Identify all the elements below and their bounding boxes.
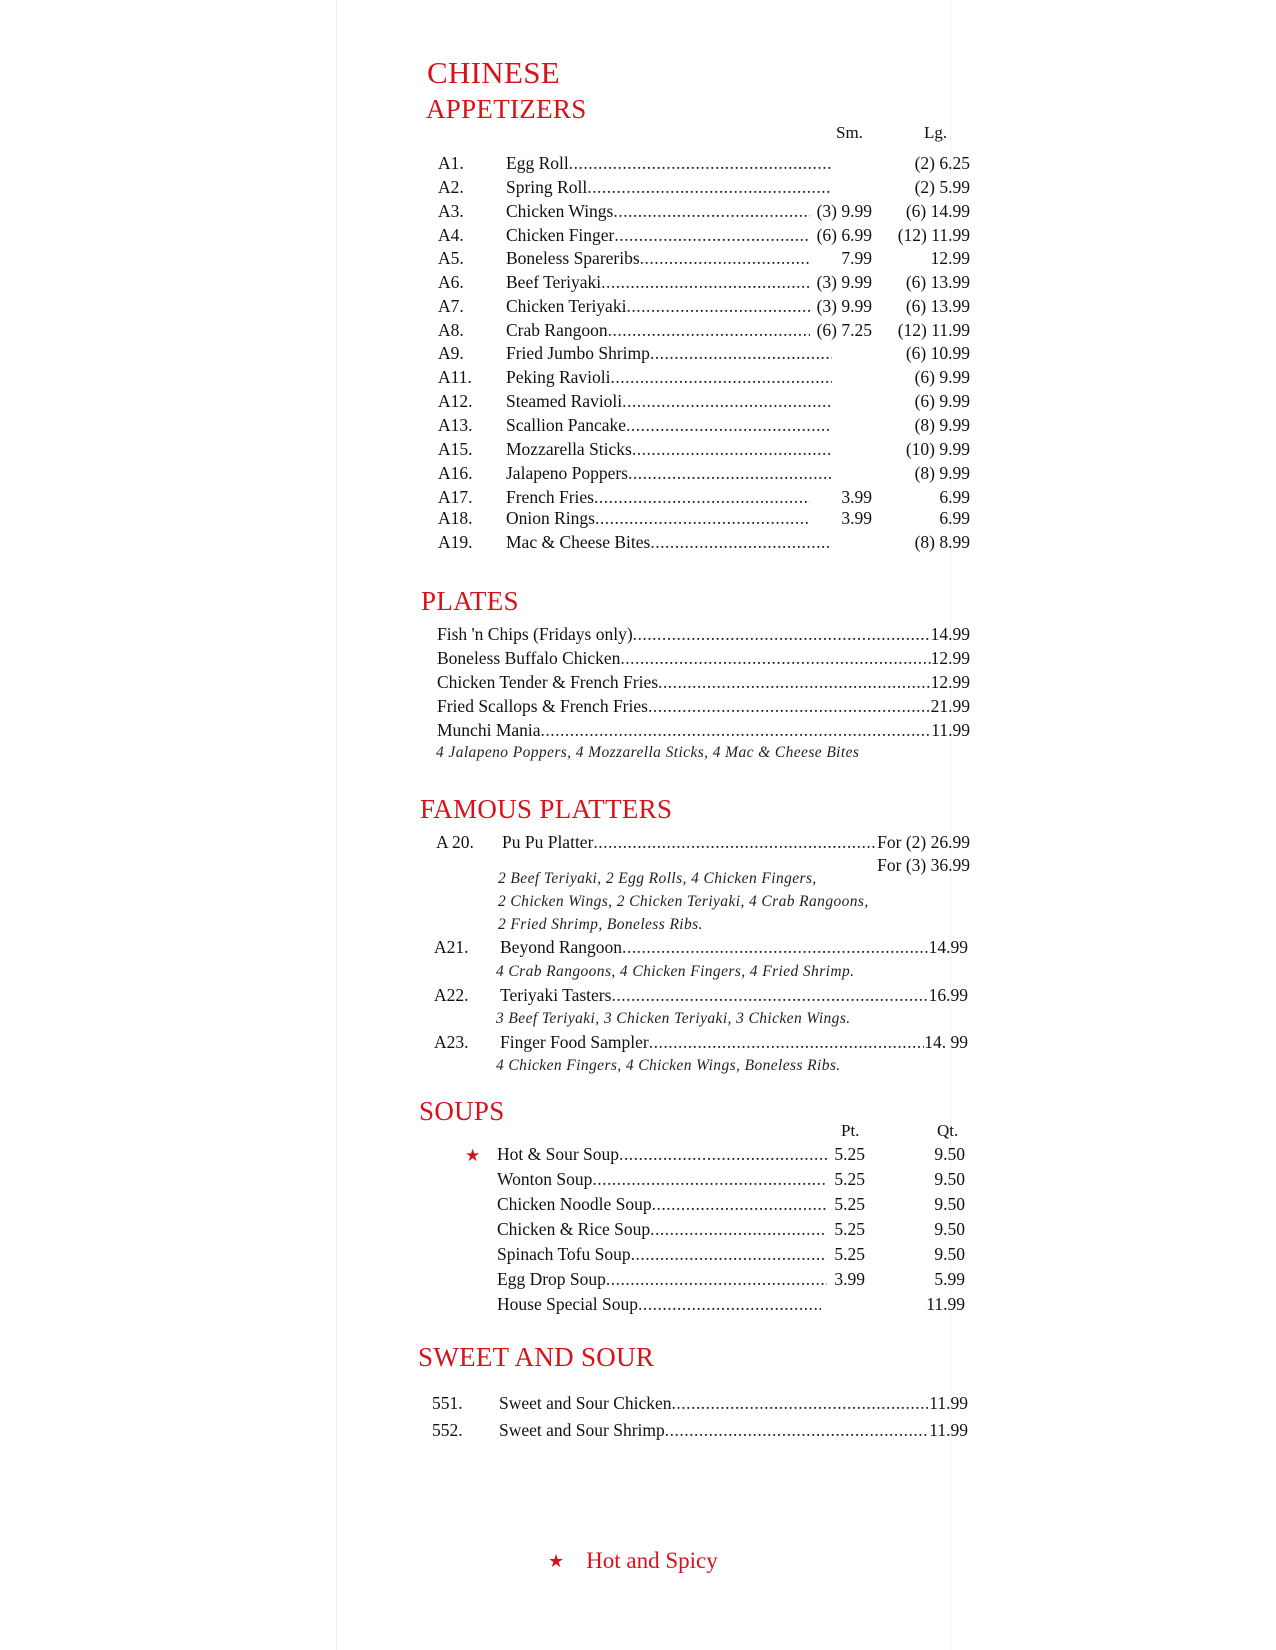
leader-dots (614, 224, 810, 246)
item-name: Onion Rings (506, 508, 595, 528)
item-price-pt: 5.25 (834, 1144, 865, 1164)
item-price-lg: (6) 13.99 (905, 296, 970, 316)
item-price-lg: (8) 8.99 (914, 532, 970, 552)
item-code: A9. (438, 343, 464, 363)
item-price-lg: (2) 5.99 (914, 177, 970, 197)
menu-item-plate (437, 695, 970, 717)
item-price: For (2) 26.99 (877, 832, 970, 852)
item-code: A8. (438, 320, 464, 340)
leader-dots (633, 623, 931, 645)
item-name: Fish 'n Chips (Fridays only) (437, 624, 633, 644)
item-code: A17. (438, 487, 473, 507)
menu-item-appetizer (438, 200, 970, 222)
item-price-qt: 5.99 (934, 1269, 965, 1289)
item-name: Chicken Noodle Soup (497, 1194, 652, 1214)
menu-item-soup (497, 1193, 965, 1215)
leader-dots (652, 1193, 827, 1215)
item-price-lg: (6) 10.99 (905, 343, 970, 363)
item-price-sm: (3) 9.99 (816, 272, 872, 292)
item-price-lg: (8) 9.99 (914, 415, 970, 435)
appetizers-heading: APPETIZERS (426, 94, 587, 124)
leader-dots (640, 247, 810, 269)
item-name: Chicken Teriyaki (506, 296, 627, 316)
menu-item-appetizer (438, 176, 970, 198)
leader-dots (665, 1419, 930, 1441)
menu-item-appetizer (438, 342, 970, 364)
menu-item-appetizer (438, 462, 970, 484)
menu-item-plate (437, 623, 970, 645)
item-price: For (3) 36.99 (877, 855, 970, 875)
item-name: Pu Pu Platter (502, 832, 594, 852)
item-price-qt: 9.50 (934, 1169, 965, 1189)
item-name: Beef Teriyaki (506, 272, 602, 292)
item-price: 14.99 (930, 624, 970, 644)
leader-dots (658, 671, 931, 693)
item-price-sm: 7.99 (841, 248, 872, 268)
item-name: Scallion Pancake (506, 415, 627, 435)
leader-dots (620, 647, 930, 669)
item-price: 21.99 (930, 696, 970, 716)
item-price: 12.99 (930, 648, 970, 668)
col-header-lg: Lg. (924, 123, 948, 142)
item-code: A7. (438, 296, 464, 316)
item-price-lg: 12.99 (930, 248, 970, 268)
item-price-sm: 3.99 (841, 508, 872, 528)
leader-dots (619, 1143, 827, 1165)
item-code: A3. (438, 201, 464, 221)
leader-dots (608, 319, 810, 341)
leader-dots (648, 695, 931, 717)
leader-dots (631, 1243, 827, 1265)
item-note: 3 Beef Teriyaki, 3 Chicken Teriyaki, 3 Chicken Wings. (496, 1010, 851, 1027)
leader-dots (638, 1293, 821, 1315)
item-price-sm: (3) 9.99 (816, 296, 872, 316)
menu-item-platter (434, 984, 968, 1006)
leader-dots (593, 831, 877, 853)
item-code: A22. (434, 985, 469, 1005)
item-price: 11.99 (931, 720, 970, 740)
menu-item-appetizer (438, 224, 970, 246)
leader-dots (606, 1268, 827, 1290)
item-note: 4 Crab Rangoons, 4 Chicken Fingers, 4 Fried Shrimp. (496, 963, 855, 980)
leader-dots (672, 1392, 930, 1414)
item-price-lg: (12) 11.99 (897, 320, 970, 340)
item-price-lg: (8) 9.99 (914, 463, 970, 483)
legend-label: Hot and Spicy (586, 1548, 718, 1573)
item-code: 552. (432, 1420, 463, 1440)
item-note: 2 Chicken Wings, 2 Chicken Teriyaki, 4 Crab Rangoons, (498, 893, 869, 910)
item-price-qt: 9.50 (934, 1244, 965, 1264)
item-price-lg: (2) 6.25 (914, 153, 970, 173)
item-name: Sweet and Sour Shrimp (499, 1420, 665, 1440)
item-code: A 20. (436, 832, 474, 852)
item-name: Mac & Cheese Bites (506, 532, 651, 552)
leader-dots (626, 295, 810, 317)
item-code: A6. (438, 272, 464, 292)
item-name: Chicken & Rice Soup (497, 1219, 651, 1239)
leader-dots (541, 719, 932, 741)
leader-dots (611, 366, 832, 388)
item-code: A15. (438, 439, 473, 459)
item-price-pt: 5.25 (834, 1169, 865, 1189)
item-price-sm: (3) 9.99 (816, 201, 872, 221)
menu-item-appetizer (438, 271, 970, 293)
sweet-sour-heading: SWEET AND SOUR (418, 1342, 655, 1372)
item-price-lg: 6.99 (939, 487, 970, 507)
leader-dots (626, 414, 832, 436)
item-name: Chicken Tender & French Fries (437, 672, 659, 692)
menu-item-appetizer (438, 414, 970, 436)
item-price-qt: 9.50 (934, 1219, 965, 1239)
item-price-lg: (12) 11.99 (897, 225, 970, 245)
item-price-lg: (6) 9.99 (914, 391, 970, 411)
item-price: 11.99 (929, 1420, 968, 1440)
item-name: Hot & Sour Soup (497, 1144, 620, 1164)
item-note: 2 Fried Shrimp, Boneless Ribs. (498, 916, 703, 933)
item-price-qt: 9.50 (934, 1144, 965, 1164)
item-code: A11. (438, 367, 472, 387)
item-name: Finger Food Sampler (500, 1032, 649, 1052)
item-code: A21. (434, 937, 469, 957)
item-name: Boneless Buffalo Chicken (437, 648, 621, 668)
menu-item-pupu (436, 831, 970, 853)
menu-item-soup (497, 1218, 965, 1240)
leader-dots (650, 342, 832, 364)
item-code: A16. (438, 463, 473, 483)
item-name: Munchi Mania (437, 720, 541, 740)
item-code: A2. (438, 177, 464, 197)
soups-heading: SOUPS (419, 1096, 505, 1126)
leader-dots (595, 507, 810, 529)
item-name: Boneless Spareribs (506, 248, 640, 268)
menu-item-appetizer (438, 152, 970, 174)
col-header-qt: Qt. (937, 1121, 959, 1140)
leader-dots (650, 1218, 827, 1240)
menu-item-appetizer (438, 486, 970, 508)
menu-item-appetizer (438, 531, 970, 553)
item-code: A1. (438, 153, 464, 173)
item-price: 14. 99 (924, 1032, 968, 1052)
menu-item-appetizer (438, 507, 970, 529)
item-price-sm: (6) 7.25 (816, 320, 872, 340)
item-price: 16.99 (928, 985, 968, 1005)
leader-dots (650, 531, 832, 553)
star-icon: ★ (465, 1146, 481, 1165)
menu-item-appetizer (438, 390, 970, 412)
item-note: 4 Chicken Fingers, 4 Chicken Wings, Boneless Ribs. (496, 1057, 841, 1074)
item-name: Egg Drop Soup (497, 1269, 606, 1289)
item-price-lg: (6) 9.99 (914, 367, 970, 387)
leader-dots (601, 271, 810, 293)
leader-dots (628, 462, 832, 484)
item-price: 14.99 (928, 937, 968, 957)
menu-item-appetizer (438, 295, 970, 317)
star-icon: ★ (548, 1550, 565, 1571)
item-price-pt: 3.99 (834, 1269, 865, 1289)
menu-item-sweet-sour (432, 1392, 968, 1414)
leader-dots (622, 390, 832, 412)
item-price-qt: 9.50 (934, 1194, 965, 1214)
menu-item-soup (497, 1293, 965, 1315)
menu-item-plate (437, 671, 970, 693)
leader-dots (622, 936, 929, 958)
menu-item-appetizer (438, 438, 970, 460)
item-name: Teriyaki Tasters (500, 985, 612, 1005)
item-name: Fried Scallops & French Fries (437, 696, 648, 716)
item-name: French Fries (506, 487, 594, 507)
menu-item-soup (497, 1143, 965, 1165)
item-name: Crab Rangoon (506, 320, 608, 340)
menu-item-soup (497, 1168, 965, 1190)
item-price: 11.99 (929, 1393, 968, 1413)
menu-item-pupu-price2 (861, 854, 970, 876)
item-code: A18. (438, 508, 473, 528)
plates-heading: PLATES (421, 586, 519, 616)
plates-note: 4 Jalapeno Poppers, 4 Mozzarella Sticks, 4 Mac & Cheese Bites (436, 744, 860, 761)
item-name: House Special Soup (497, 1294, 638, 1314)
item-code: A5. (438, 248, 464, 268)
menu-item-appetizer (438, 366, 970, 388)
item-name: Sweet and Sour Chicken (499, 1393, 672, 1413)
menu-item-platter (434, 936, 968, 958)
item-name: Steamed Ravioli (506, 391, 623, 411)
menu-item-appetizer (438, 319, 970, 341)
item-price-lg: (10) 9.99 (905, 439, 970, 459)
item-note: 2 Beef Teriyaki, 2 Egg Rolls, 4 Chicken Fingers, (498, 870, 817, 887)
item-name: Fried Jumbo Shrimp (506, 343, 650, 363)
col-header-pt: Pt. (841, 1121, 860, 1140)
item-price-pt: 5.25 (834, 1219, 865, 1239)
item-code: 551. (432, 1393, 463, 1413)
item-name: Mozzarella Sticks (506, 439, 632, 459)
item-code: A23. (434, 1032, 469, 1052)
item-name: Wonton Soup (497, 1169, 593, 1189)
item-name: Jalapeno Poppers (506, 463, 628, 483)
menu-item-platter (434, 1031, 968, 1053)
platters-heading: FAMOUS PLATTERS (420, 794, 673, 824)
item-price-sm: (6) 6.99 (816, 225, 872, 245)
page-edge-left (336, 0, 337, 1650)
cuisine-heading: CHINESE (427, 55, 560, 90)
item-price-pt: 5.25 (834, 1194, 865, 1214)
item-name: Spring Roll (506, 177, 588, 197)
item-name: Peking Ravioli (506, 367, 611, 387)
leader-dots (594, 486, 810, 508)
item-name: Chicken Finger (506, 225, 615, 245)
leader-dots (569, 152, 832, 174)
leader-dots (611, 984, 928, 1006)
item-price-pt: 5.25 (834, 1244, 865, 1264)
leader-dots (587, 176, 832, 198)
item-code: A4. (438, 225, 464, 245)
menu-item-appetizer (438, 247, 970, 269)
menu-item-sweet-sour (432, 1419, 968, 1441)
menu-item-plate (437, 719, 970, 741)
item-price-lg: 6.99 (939, 508, 970, 528)
item-price-lg: (6) 13.99 (905, 272, 970, 292)
item-name: Chicken Wings (506, 201, 614, 221)
item-code: A13. (438, 415, 473, 435)
item-code: A12. (438, 391, 473, 411)
spicy-legend (548, 1548, 718, 1574)
item-name: Spinach Tofu Soup (497, 1244, 631, 1264)
item-price-qt: 11.99 (926, 1294, 965, 1314)
item-name: Beyond Rangoon (500, 937, 623, 957)
leader-dots (592, 1168, 827, 1190)
item-name: Egg Roll (506, 153, 569, 173)
leader-dots (613, 200, 810, 222)
col-header-sm: Sm. (836, 123, 863, 142)
menu-item-plate (437, 647, 970, 669)
item-code: A19. (438, 532, 473, 552)
item-price-sm: 3.99 (841, 487, 872, 507)
leader-dots (649, 1031, 925, 1053)
item-price-lg: (6) 14.99 (905, 201, 970, 221)
item-price: 12.99 (930, 672, 970, 692)
menu-item-soup (497, 1268, 965, 1290)
menu-item-soup (497, 1243, 965, 1265)
leader-dots (632, 438, 832, 460)
